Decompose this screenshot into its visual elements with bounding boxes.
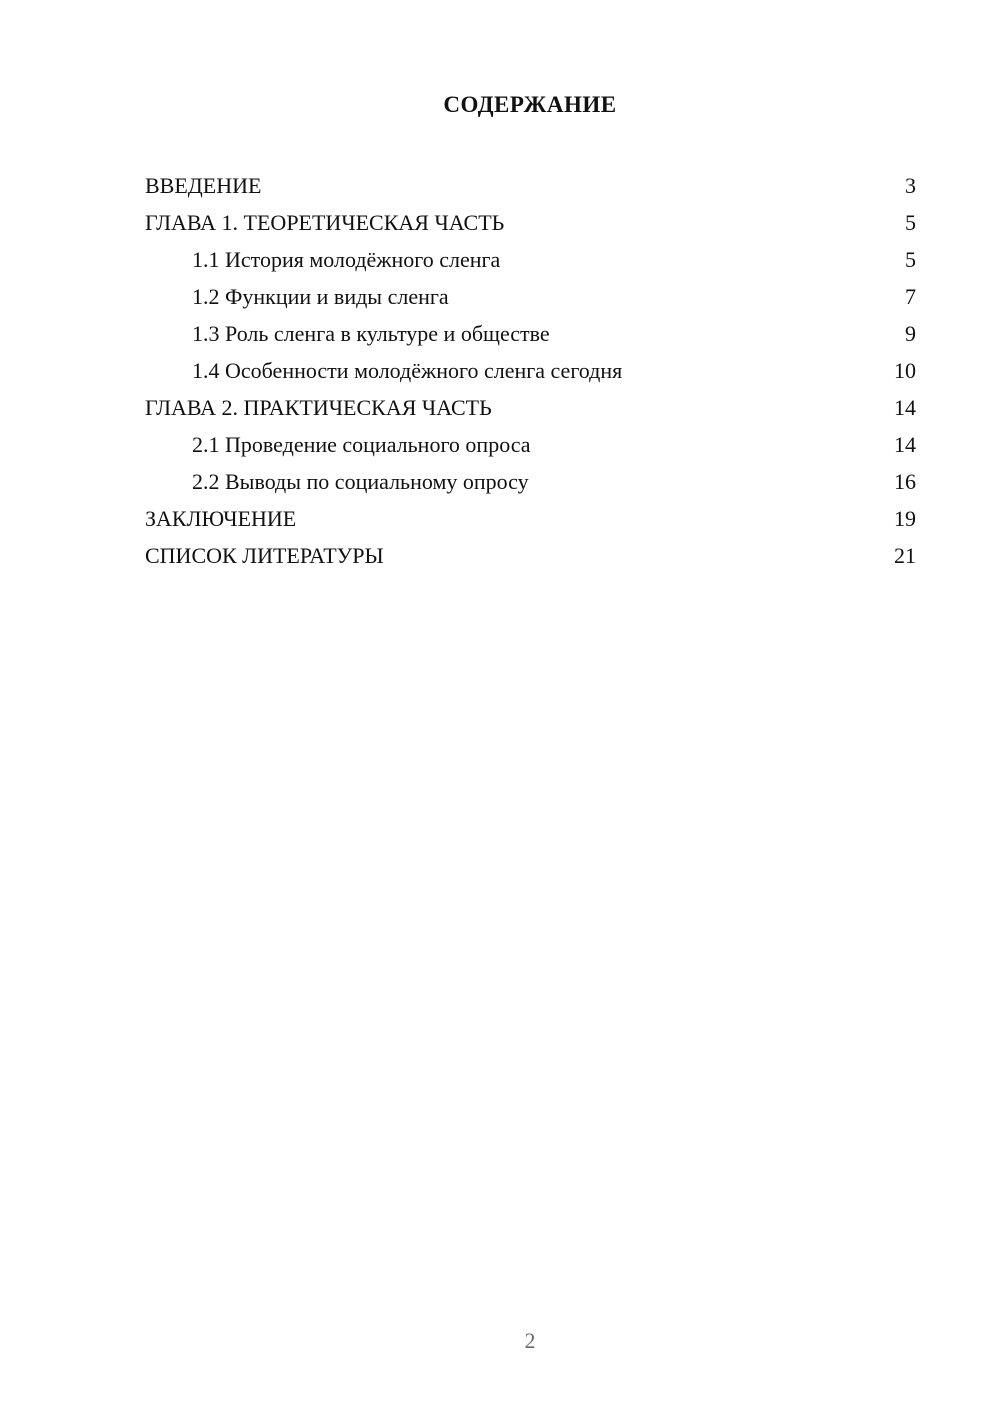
toc-entry-page-number: 5 <box>905 210 916 235</box>
toc-entry-label: ЗАКЛЮЧЕНИЕ <box>145 506 297 531</box>
toc-entry <box>145 389 916 426</box>
toc-entry-page-number: 16 <box>894 469 916 494</box>
toc-entry-page-number: 5 <box>905 247 916 272</box>
toc-entry <box>145 500 916 537</box>
toc-entry-page-number: 7 <box>905 284 916 309</box>
toc-entry-label: ГЛАВА 1. ТЕОРЕТИЧЕСКАЯ ЧАСТЬ <box>145 210 505 235</box>
footer-page-number: 2 <box>524 1328 536 1353</box>
toc-entry-page-number: 21 <box>894 543 916 568</box>
toc-entry <box>145 167 916 204</box>
toc-entry-label: ВВЕДЕНИЕ <box>145 173 262 198</box>
toc-entry-page-number: 14 <box>894 432 916 457</box>
toc-entry <box>145 352 916 389</box>
toc-entry-label: СПИСОК ЛИТЕРАТУРЫ <box>145 543 384 568</box>
toc-entry <box>145 463 916 500</box>
toc-entry <box>145 204 916 241</box>
toc-entry-label: 1.2 Функции и виды сленга <box>192 284 449 309</box>
table-of-contents <box>145 167 916 574</box>
toc-entry-label: 1.1 История молодёжного сленга <box>192 247 501 272</box>
toc-entry <box>145 426 916 463</box>
toc-entry-label: 1.3 Роль сленга в культуре и обществе <box>192 321 550 346</box>
page-title: СОДЕРЖАНИЕ <box>443 92 617 117</box>
toc-entry <box>145 278 916 315</box>
toc-entry-page-number: 3 <box>905 173 916 198</box>
toc-entry-page-number: 14 <box>894 395 916 420</box>
toc-entry-label: ГЛАВА 2. ПРАКТИЧЕСКАЯ ЧАСТЬ <box>145 395 492 420</box>
toc-entry <box>145 315 916 352</box>
toc-entry-page-number: 19 <box>894 506 916 531</box>
toc-entry-label: 2.1 Проведение социального опроса <box>192 432 531 457</box>
toc-entry <box>145 537 916 574</box>
toc-entry-label: 2.2 Выводы по социальному опросу <box>192 469 529 494</box>
toc-entry <box>145 241 916 278</box>
toc-entry-label: 1.4 Особенности молодёжного сленга сегодня <box>192 358 623 383</box>
toc-entry-page-number: 9 <box>905 321 916 346</box>
toc-entry-page-number: 10 <box>894 358 916 383</box>
